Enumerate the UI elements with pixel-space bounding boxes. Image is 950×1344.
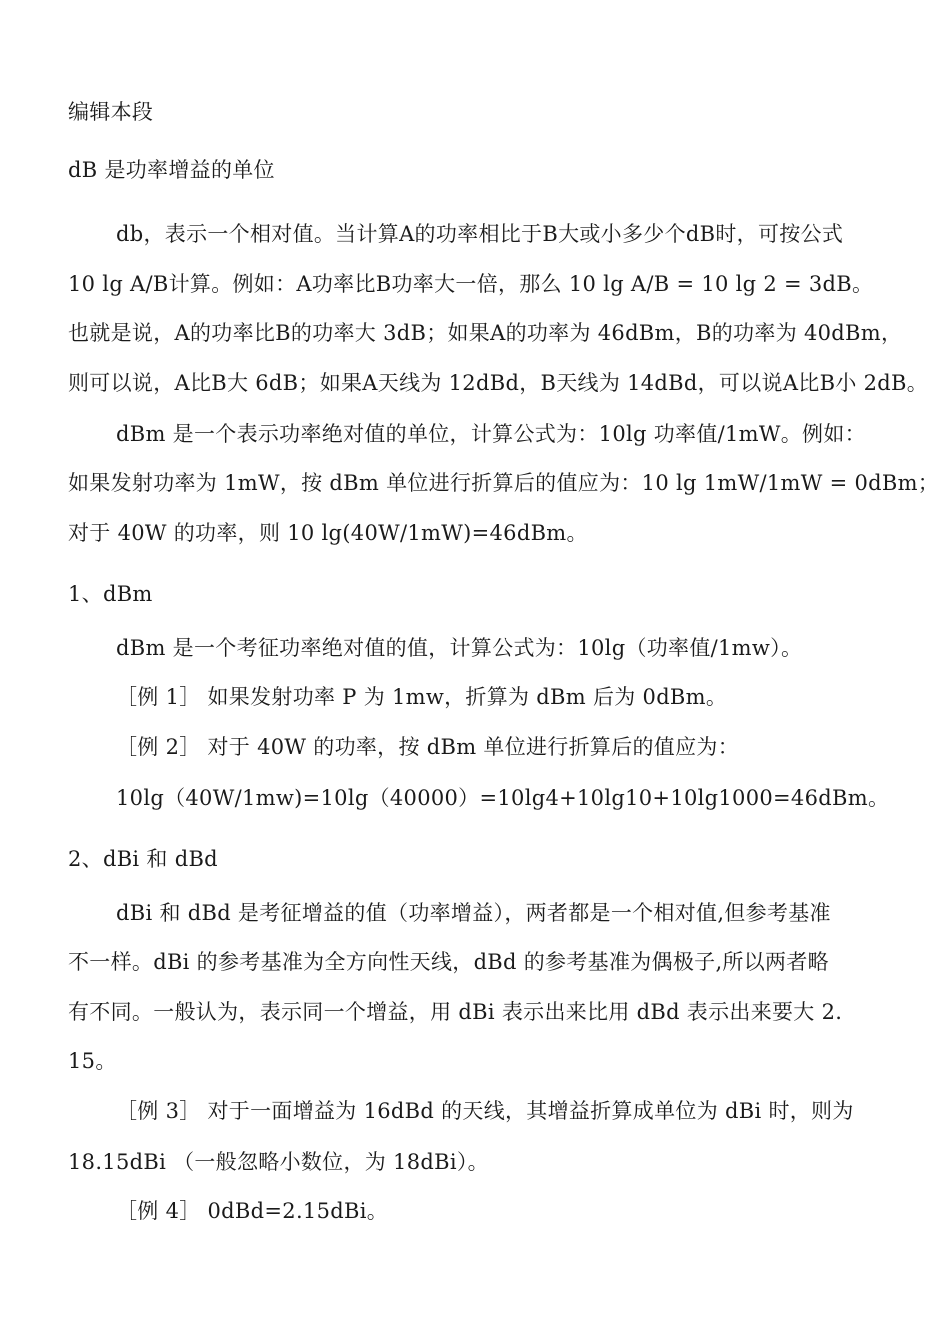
example-2: ［例 2］ 对于 40W 的功率，按 dBm 单位进行折算后的值应为： — [116, 735, 740, 759]
edit-section-link[interactable]: 编辑本段 — [68, 100, 154, 124]
paragraph-line: 有不同。一般认为，表示同一个增益，用 dBi 表示出来比用 dBd 表示出来要大 2. — [68, 1000, 843, 1024]
paragraph-line: 15。 — [68, 1049, 117, 1073]
paragraph-line: dBm 是一个考征功率绝对值的值，计算公式为：10lg（功率值/1mw）。 — [116, 636, 803, 660]
example-3-cont: 18.15dBi （一般忽略小数位，为 18dBi）。 — [68, 1150, 489, 1174]
paragraph-line: 对于 40W 的功率，则 10 lg(40W/1mW)=46dBm。 — [68, 521, 588, 545]
paragraph-line: dBm 是一个表示功率绝对值的单位，计算公式为：10lg 功率值/1mW。例如： — [116, 422, 866, 446]
example-3: ［例 3］ 对于一面增益为 16dBd 的天线，其增益折算成单位为 dBi 时，则为 — [116, 1099, 854, 1123]
example-4: ［例 4］ 0dBd=2.15dBi。 — [116, 1199, 389, 1223]
heading-dbm: 1、dBm — [68, 582, 153, 606]
paragraph-line: 如果发射功率为 1mW，按 dBm 单位进行折算后的值应为：10 lg 1mW/1mW = 0dBm； — [68, 471, 940, 495]
paragraph-line: 不一样。dBi 的参考基准为全方向性天线，dBd 的参考基准为偶极子,所以两者略 — [68, 950, 829, 974]
example-1: ［例 1］ 如果发射功率 P 为 1mw，折算为 dBm 后为 0dBm。 — [116, 685, 728, 709]
section-title: dB 是功率增益的单位 — [68, 158, 275, 182]
paragraph-line: db，表示一个相对值。当计算A的功率相比于B大或小多少个dB时，可按公式 — [116, 222, 844, 246]
paragraph-line: dBi 和 dBd 是考征增益的值（功率增益），两者都是一个相对值,但参考基准 — [116, 901, 831, 925]
example-2-calc: 10lg（40W/1mw)=10lg（40000）=10lg4+10lg10+10lg1000=46dBm。 — [116, 786, 890, 810]
paragraph-line: 也就是说，A的功率比B的功率大 3dB；如果A的功率为 46dBm，B的功率为 40dBm， — [68, 321, 903, 345]
heading-dbi: 2、dBi 和 dBd — [68, 847, 218, 871]
paragraph-line: 10 lg A/B计算。例如：A功率比B功率大一倍，那么 10 lg A/B = 10 lg 2 = 3dB。 — [68, 272, 874, 296]
paragraph-line: 则可以说，A比B大 6dB；如果A天线为 12dBd，B天线为 14dBd，可以说A比B小 2dB。 — [68, 371, 929, 395]
